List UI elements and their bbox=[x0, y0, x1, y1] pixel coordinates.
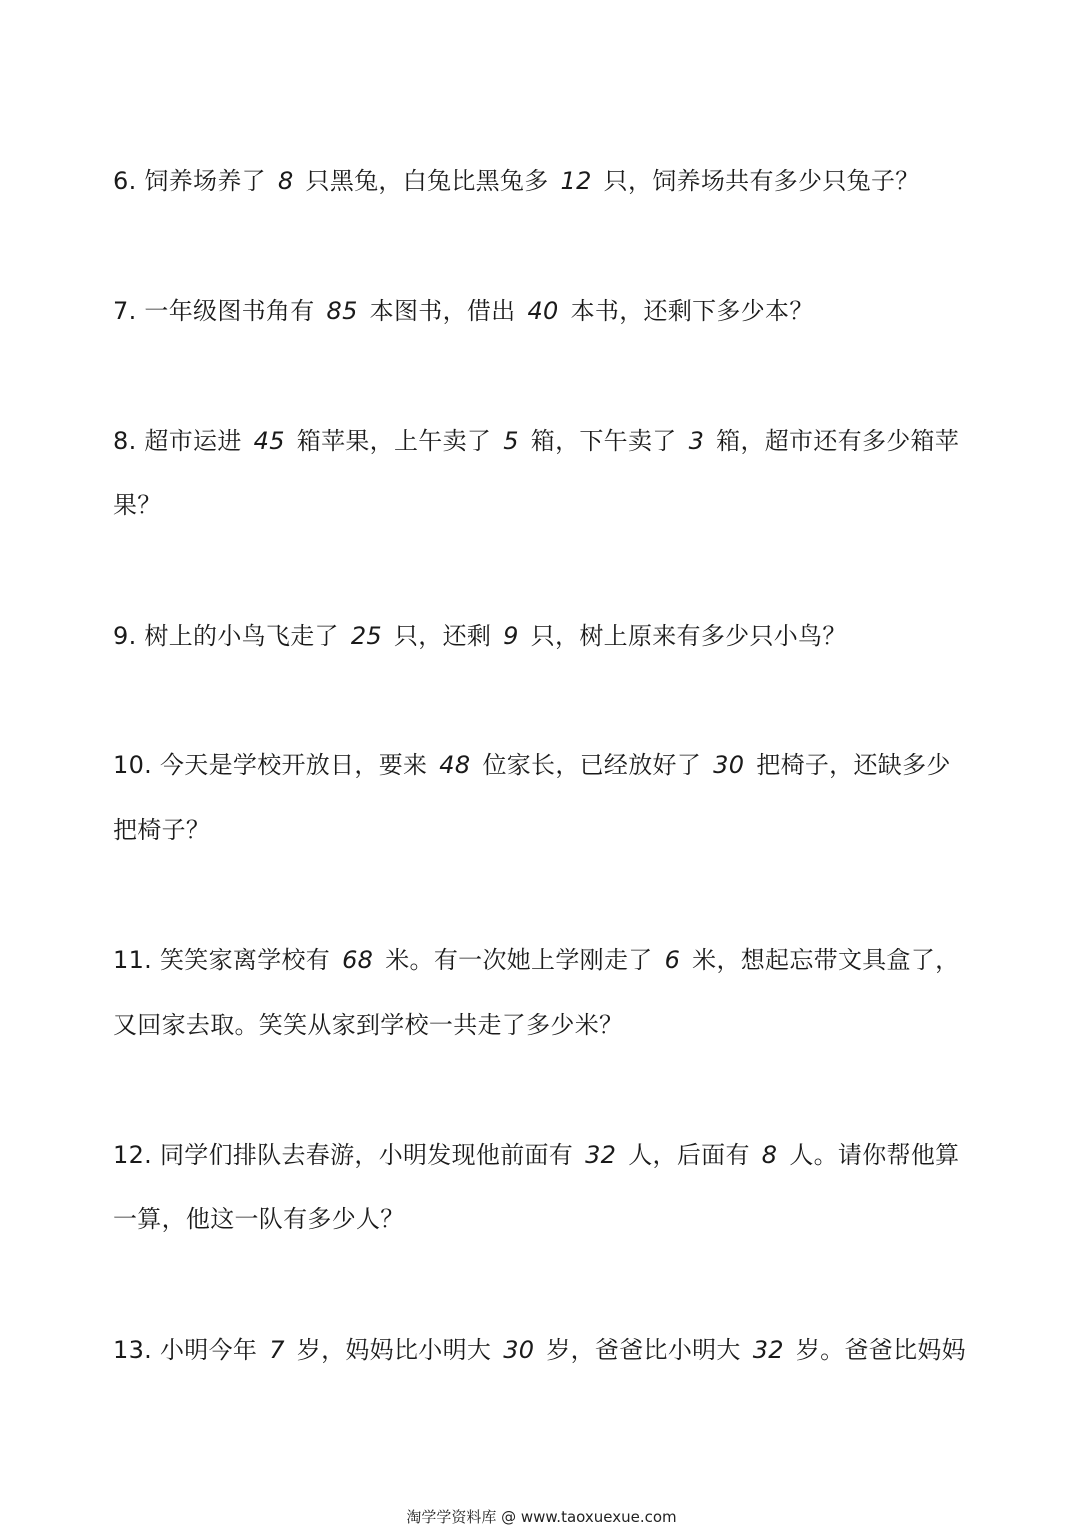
problem-9-text-c: 只，树上原来有多少只小鸟？ bbox=[530, 622, 847, 650]
problem-11-number-2: 6 bbox=[664, 946, 681, 974]
problem-11-number-1: 68 bbox=[342, 946, 374, 974]
problem-12-text-c: 人。请你帮他算 bbox=[789, 1141, 960, 1169]
problem-10-text-b: 位家长，已经放好了 bbox=[482, 751, 702, 779]
problem-6-text-b: 只黑兔，白兔比黑兔多 bbox=[305, 167, 549, 195]
problem-8-text-a: 8. 超市运进 bbox=[113, 427, 242, 455]
problem-11-line-2: 又回家去取。笑笑从家到学校一共走了多少米？ bbox=[113, 1011, 624, 1039]
problem-11-text-b: 米。有一次她上学刚走了 bbox=[385, 946, 653, 974]
problem-9-text-b: 只，还剩 bbox=[393, 622, 492, 650]
problem-8-line-1 bbox=[113, 423, 993, 459]
problem-7-text-b: 本图书，借出 bbox=[369, 297, 516, 325]
problem-7-line-1 bbox=[113, 293, 993, 329]
problem-10-number-1: 48 bbox=[439, 751, 471, 779]
problem-6-line-1 bbox=[113, 163, 993, 199]
problem-7-text-c: 本书，还剩下多少本？ bbox=[570, 297, 814, 325]
problem-12-number-1: 32 bbox=[585, 1141, 617, 1169]
problem-10-line-1 bbox=[113, 747, 993, 783]
problem-7-text-a: 7. 一年级图书角有 bbox=[113, 297, 315, 325]
problem-6-text-a: 6. 饲养场养了 bbox=[113, 167, 266, 195]
problem-12-line-2: 一算，他这一队有多少人？ bbox=[113, 1205, 405, 1233]
problem-9-number-1: 25 bbox=[350, 622, 382, 650]
problem-9-number-2: 9 bbox=[503, 622, 519, 650]
problem-8-line-2: 果？ bbox=[113, 491, 162, 519]
problem-13-number-2: 30 bbox=[503, 1336, 535, 1364]
problem-8-number-3: 3 bbox=[688, 427, 705, 455]
problem-10-text-a: 10. 今天是学校开放日，要来 bbox=[113, 751, 428, 779]
problem-11-text-c: 米，想起忘带文具盒了， bbox=[692, 946, 960, 974]
problem-13-number-1: 7 bbox=[269, 1336, 285, 1364]
problem-8-number-2: 5 bbox=[503, 427, 519, 455]
problem-13-text-d: 岁。爸爸比妈妈 bbox=[795, 1336, 966, 1364]
problem-10-number-2: 30 bbox=[713, 751, 745, 779]
problem-9-text-a: 9. 树上的小鸟飞走了 bbox=[113, 622, 339, 650]
problem-8-number-1: 45 bbox=[253, 427, 285, 455]
problem-13-number-3: 32 bbox=[752, 1336, 784, 1364]
problem-9-line-1 bbox=[113, 618, 993, 654]
problem-13-text-c: 岁，爸爸比小明大 bbox=[546, 1336, 741, 1364]
problem-7-number-2: 40 bbox=[527, 297, 559, 325]
problem-12-number-2: 8 bbox=[761, 1141, 778, 1169]
problem-11-line-1 bbox=[113, 942, 993, 978]
footer-watermark: 淘学学资料库 @ www.taoxuexue.com bbox=[406, 1508, 677, 1526]
problem-6-number-2: 12 bbox=[560, 167, 592, 195]
problem-10-line-2: 把椅子？ bbox=[113, 816, 211, 844]
problem-10-text-c: 把椅子，还缺多少 bbox=[756, 751, 951, 779]
problem-8-text-b: 箱苹果，上午卖了 bbox=[296, 427, 492, 455]
problem-13-text-b: 岁，妈妈比小明大 bbox=[296, 1336, 492, 1364]
problem-13-text-a: 13. 小明今年 bbox=[113, 1336, 258, 1364]
problem-6-number-1: 8 bbox=[277, 167, 294, 195]
problem-12-line-1 bbox=[113, 1137, 993, 1173]
problem-11-text-a: 11. 笑笑家离学校有 bbox=[113, 946, 331, 974]
problem-8-text-d: 箱，超市还有多少箱苹 bbox=[716, 427, 960, 455]
problem-12-text-b: 人，后面有 bbox=[628, 1141, 750, 1169]
problem-7-number-1: 85 bbox=[326, 297, 358, 325]
problem-12-text-a: 12. 同学们排队去春游，小明发现他前面有 bbox=[113, 1141, 574, 1169]
problem-6-text-c: 只，饲养场共有多少只兔子？ bbox=[603, 167, 920, 195]
problem-8-text-c: 箱，下午卖了 bbox=[530, 427, 677, 455]
problem-13-line-1 bbox=[113, 1332, 993, 1368]
